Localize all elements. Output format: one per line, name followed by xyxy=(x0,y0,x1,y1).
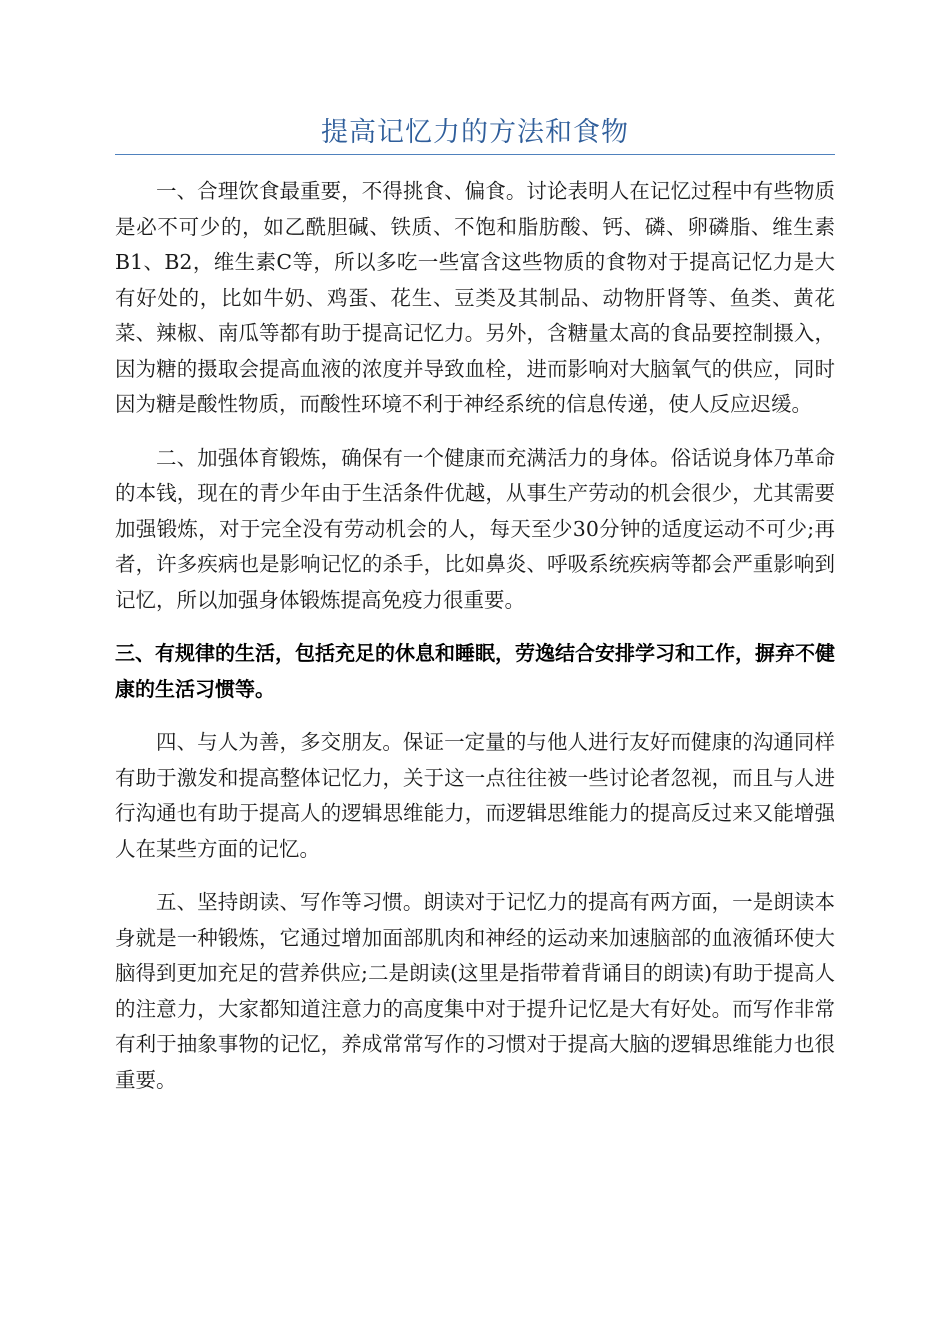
paragraph-regular-life: 三、有规律的生活，包括充足的休息和睡眠，劳逸结合安排学习和工作，摒弃不健康的生活习惯等。 xyxy=(115,641,835,701)
document-title: 提高记忆力的方法和食物 xyxy=(321,117,629,148)
paragraph-exercise: 二、加强体育锻炼，确保有一个健康而充满活力的身体。俗话说身体乃革命的本钱，现在的青少年由于生活条件优越，从事生产劳动的机会很少，尤其需要加强锻炼，对于完全没有劳动机会的人，每天至少30分钟的适度运动不可少;再者，许多疾病也是影响记忆的杀手，比如鼻炎、呼吸系统疾病等都会严重影响到记忆，所以加强身体锻炼提高免疫力很重要。 xyxy=(115,445,835,612)
paragraph-reading-writing: 五、坚持朗读、写作等习惯。朗读对于记忆力的提高有两方面，一是朗读本身就是一种锻炼，它通过增加面部肌肉和神经的运动来加速脑部的血液循环使大脑得到更加充足的营养供应;二是朗读(这里是指带着背诵目的朗读)有助于提高人的注意力，大家都知道注意力的高度集中对于提升记忆是大有好处。而写作非常有利于抽象事物的记忆，养成常常写作的习惯对于提高大脑的逻辑思维能力也很重要。 xyxy=(115,890,835,1092)
title-underline xyxy=(115,154,835,155)
document-body xyxy=(115,174,835,1116)
paragraph-friends: 四、与人为善，多交朋友。保证一定量的与他人进行友好而健康的沟通同样有助于激发和提高整体记忆力，关于这一点往往被一些讨论者忽视，而且与人进行沟通也有助于提高人的逻辑思维能力，而逻辑思维能力的提高反过来又能增强人在某些方面的记忆。 xyxy=(115,730,835,861)
paragraph-diet: 一、合理饮食最重要，不得挑食、偏食。讨论表明人在记忆过程中有些物质是必不可少的，如乙酰胆碱、铁质、不饱和脂肪酸、钙、磷、卵磷脂、维生素B1、B2，维生素C等，所以多吃一些富含这些物质的食物对于提高记忆力是大有好处的，比如牛奶、鸡蛋、花生、豆类及其制品、动物肝肾等、鱼类、黄花菜、辣椒、南瓜等都有助于提高记忆力。另外，含糖量太高的食品要控制摄入，因为糖的摄取会提高血液的浓度并导致血栓，进而影响对大脑氧气的供应，同时因为糖是酸性物质，而酸性环境不利于神经系统的信息传递，使人反应迟缓。 xyxy=(115,179,835,416)
